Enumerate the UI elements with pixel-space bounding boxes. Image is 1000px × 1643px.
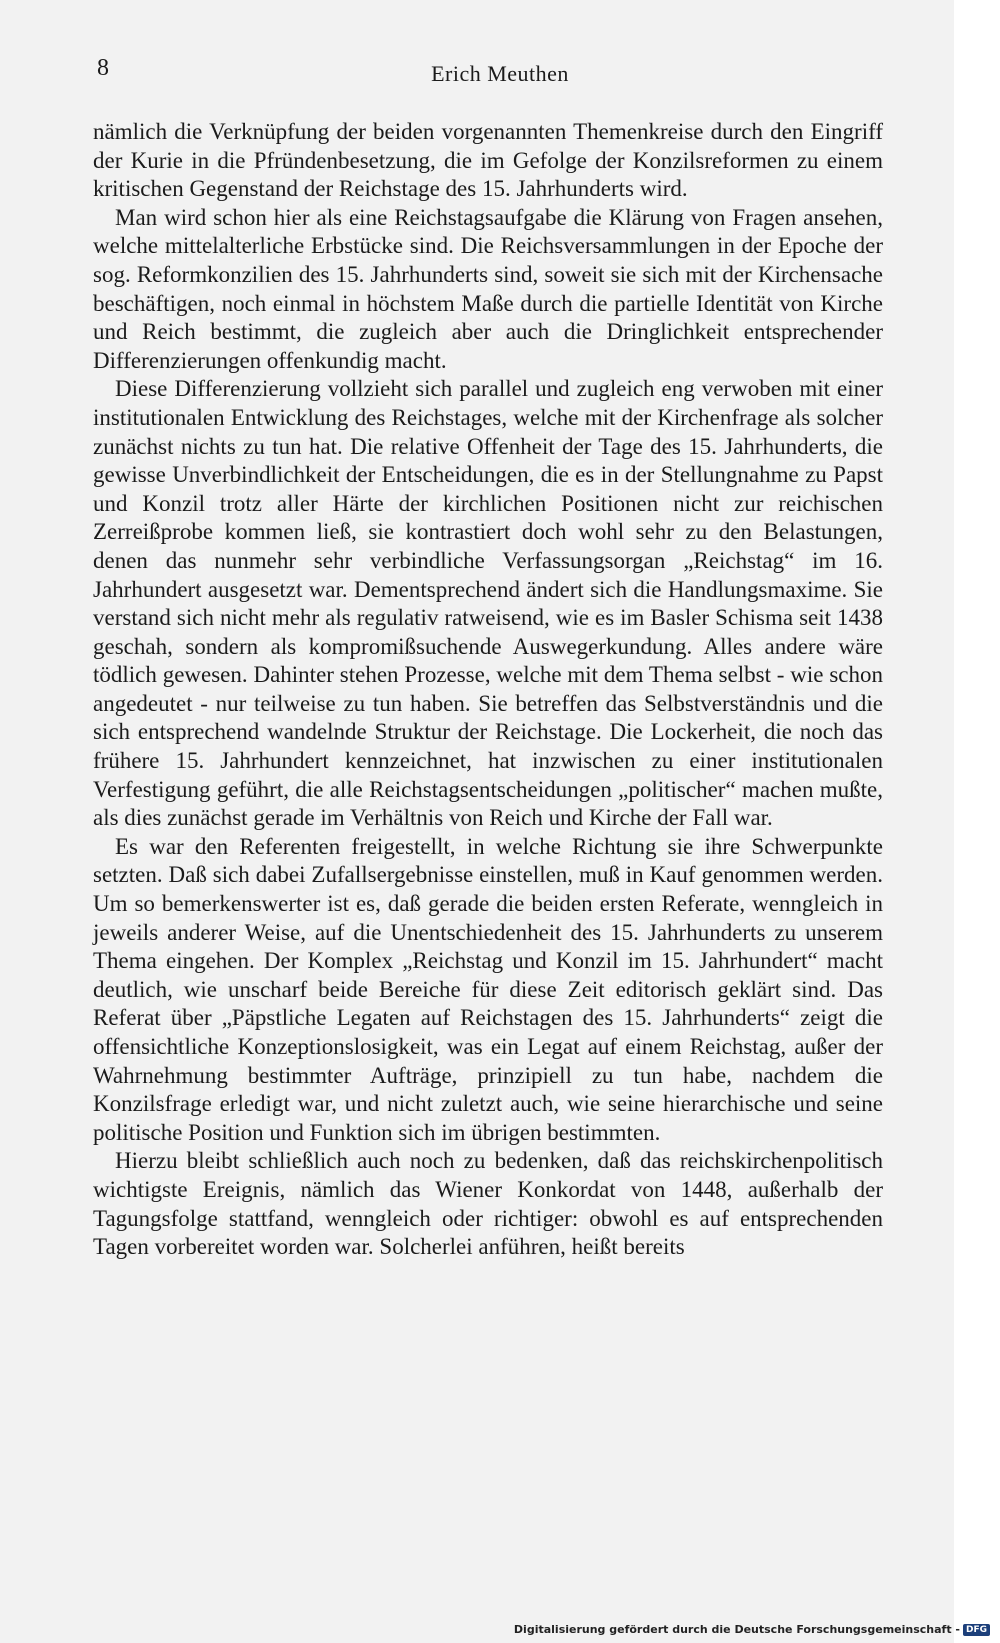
paragraph: Hierzu bleibt schließlich auch noch zu bedenken, daß das reichskirchenpolitisch wichtigste Ereignis, nämlich das Wiener Konkordat von 1448, außerhalb der Tagungsfolge stattfand, wenngleich oder richtiger: obwohl es auf entsprechenden Tagen vorbereitet worden war. Solcherlei anführen, heißt bereits: [93, 1148, 883, 1260]
digitization-footer: [514, 1623, 990, 1636]
footer-text: Digitalisierung gefördert durch die Deutsche Forschungsgemeinschaft -: [513, 1623, 960, 1636]
page-number: 8: [97, 55, 109, 81]
paragraph: Man wird schon hier als eine Reichstagsaufgabe die Klärung von Fragen ansehen, welche mittelalterliche Erbstücke sind. Die Reichsversammlungen in der Epoche der sog. Reformkonzilien des 15. Jahrhunderts sind, soweit sie sich mit der Kirchensache beschäftigen, noch einmal in höchstem Maße durch die partielle Identität von Kirche und Reich bestimmt, die zugleich aber auch die Dringlichkeit entsprechender Differenzierungen offenkundig macht.: [93, 204, 883, 373]
paragraph: Es war den Referenten freigestellt, in welche Richtung sie ihre Schwerpunkte setzten. Daß sich dabei Zufallsergebnisse einstellen, muß in Kauf genommen werden. Um so bemerkenswerter ist es, daß gerade die beiden ersten Referate, wenngleich in jeweils anderer Weise, auf die Unentschiedenheit des 15. Jahrhunderts zu unserem Thema eingehen. Der Komplex „Reichstag und Konzil im 15. Jahrhundert“ macht deutlich, wie unscharf beide Bereiche für diese Zeit editorisch geklärt sind. Das Referat über „Päpstliche Legaten auf Reichstagen des 15. Jahrhunderts“ zeigt die offensichtliche Konzeptionslosigkeit, was ein Legat auf einem Reichstag, außer der Wahrnehmung bestimmter Aufträge, prinzipiell zu tun habe, nachdem die Konzilsfrage erledigt war, und nicht zuletzt auch, wie seine hierarchische und seine politische Position und Funktion sich im übrigen bestimmten.: [93, 833, 883, 1145]
paragraph: nämlich die Verknüpfung der beiden vorgenannten Themenkreise durch den Eingriff der Kurie in die Pfründenbesetzung, die im Gefolge der Konzilsreformen zu einem kritischen Gegenstand der Reichstage des 15. Jahrhunderts wird.: [93, 119, 883, 202]
dfg-logo-icon: DFG: [963, 1624, 990, 1636]
body-text: [93, 118, 883, 1262]
running-head-author: Erich Meuthen: [431, 61, 569, 86]
paragraph: Diese Differenzierung vollzieht sich parallel und zugleich eng verwoben mit einer institutionalen Entwicklung des Reichstages, welche mit der Kirchenfrage als solcher zunächst nichts zu tun hat. Die relative Offenheit der Tage des 15. Jahrhunderts, die gewisse Unverbindlichkeit der Entscheidungen, die es in der Stellungnahme zu Papst und Konzil trotz aller Härte der kirchlichen Positionen nicht zur reichischen Zerreißprobe kommen ließ, sie kontrastiert doch wohl sehr zu den Belastungen, denen das nunmehr sehr verbindliche Verfassungsorgan „Reichstag“ im 16. Jahrhundert ausgesetzt war. Dementsprechend ändert sich die Handlungsmaxime. Sie verstand sich nicht mehr als regulativ ratweisend, wie es im Basler Schisma seit 1438 geschah, sondern als kompromißsuchende Auswegerkundung. Alles andere wäre tödlich gewesen. Dahinter stehen Prozesse, welche mit dem Thema selbst - wie schon angedeutet - nur teilweise zu tun haben. Sie betreffen das Selbstverständnis und die sich entsprechend wandelnde Struktur der Reichstage. Die Lockerheit, die noch das frühere 15. Jahrhundert kennzeichnet, hat inzwischen zu einer institutionalen Verfestigung geführt, die alle Reichstagsentscheidungen „politischer“ machen mußte, als dies zunächst gerade im Verhältnis von Reich und Kirche der Fall war.: [93, 376, 883, 831]
